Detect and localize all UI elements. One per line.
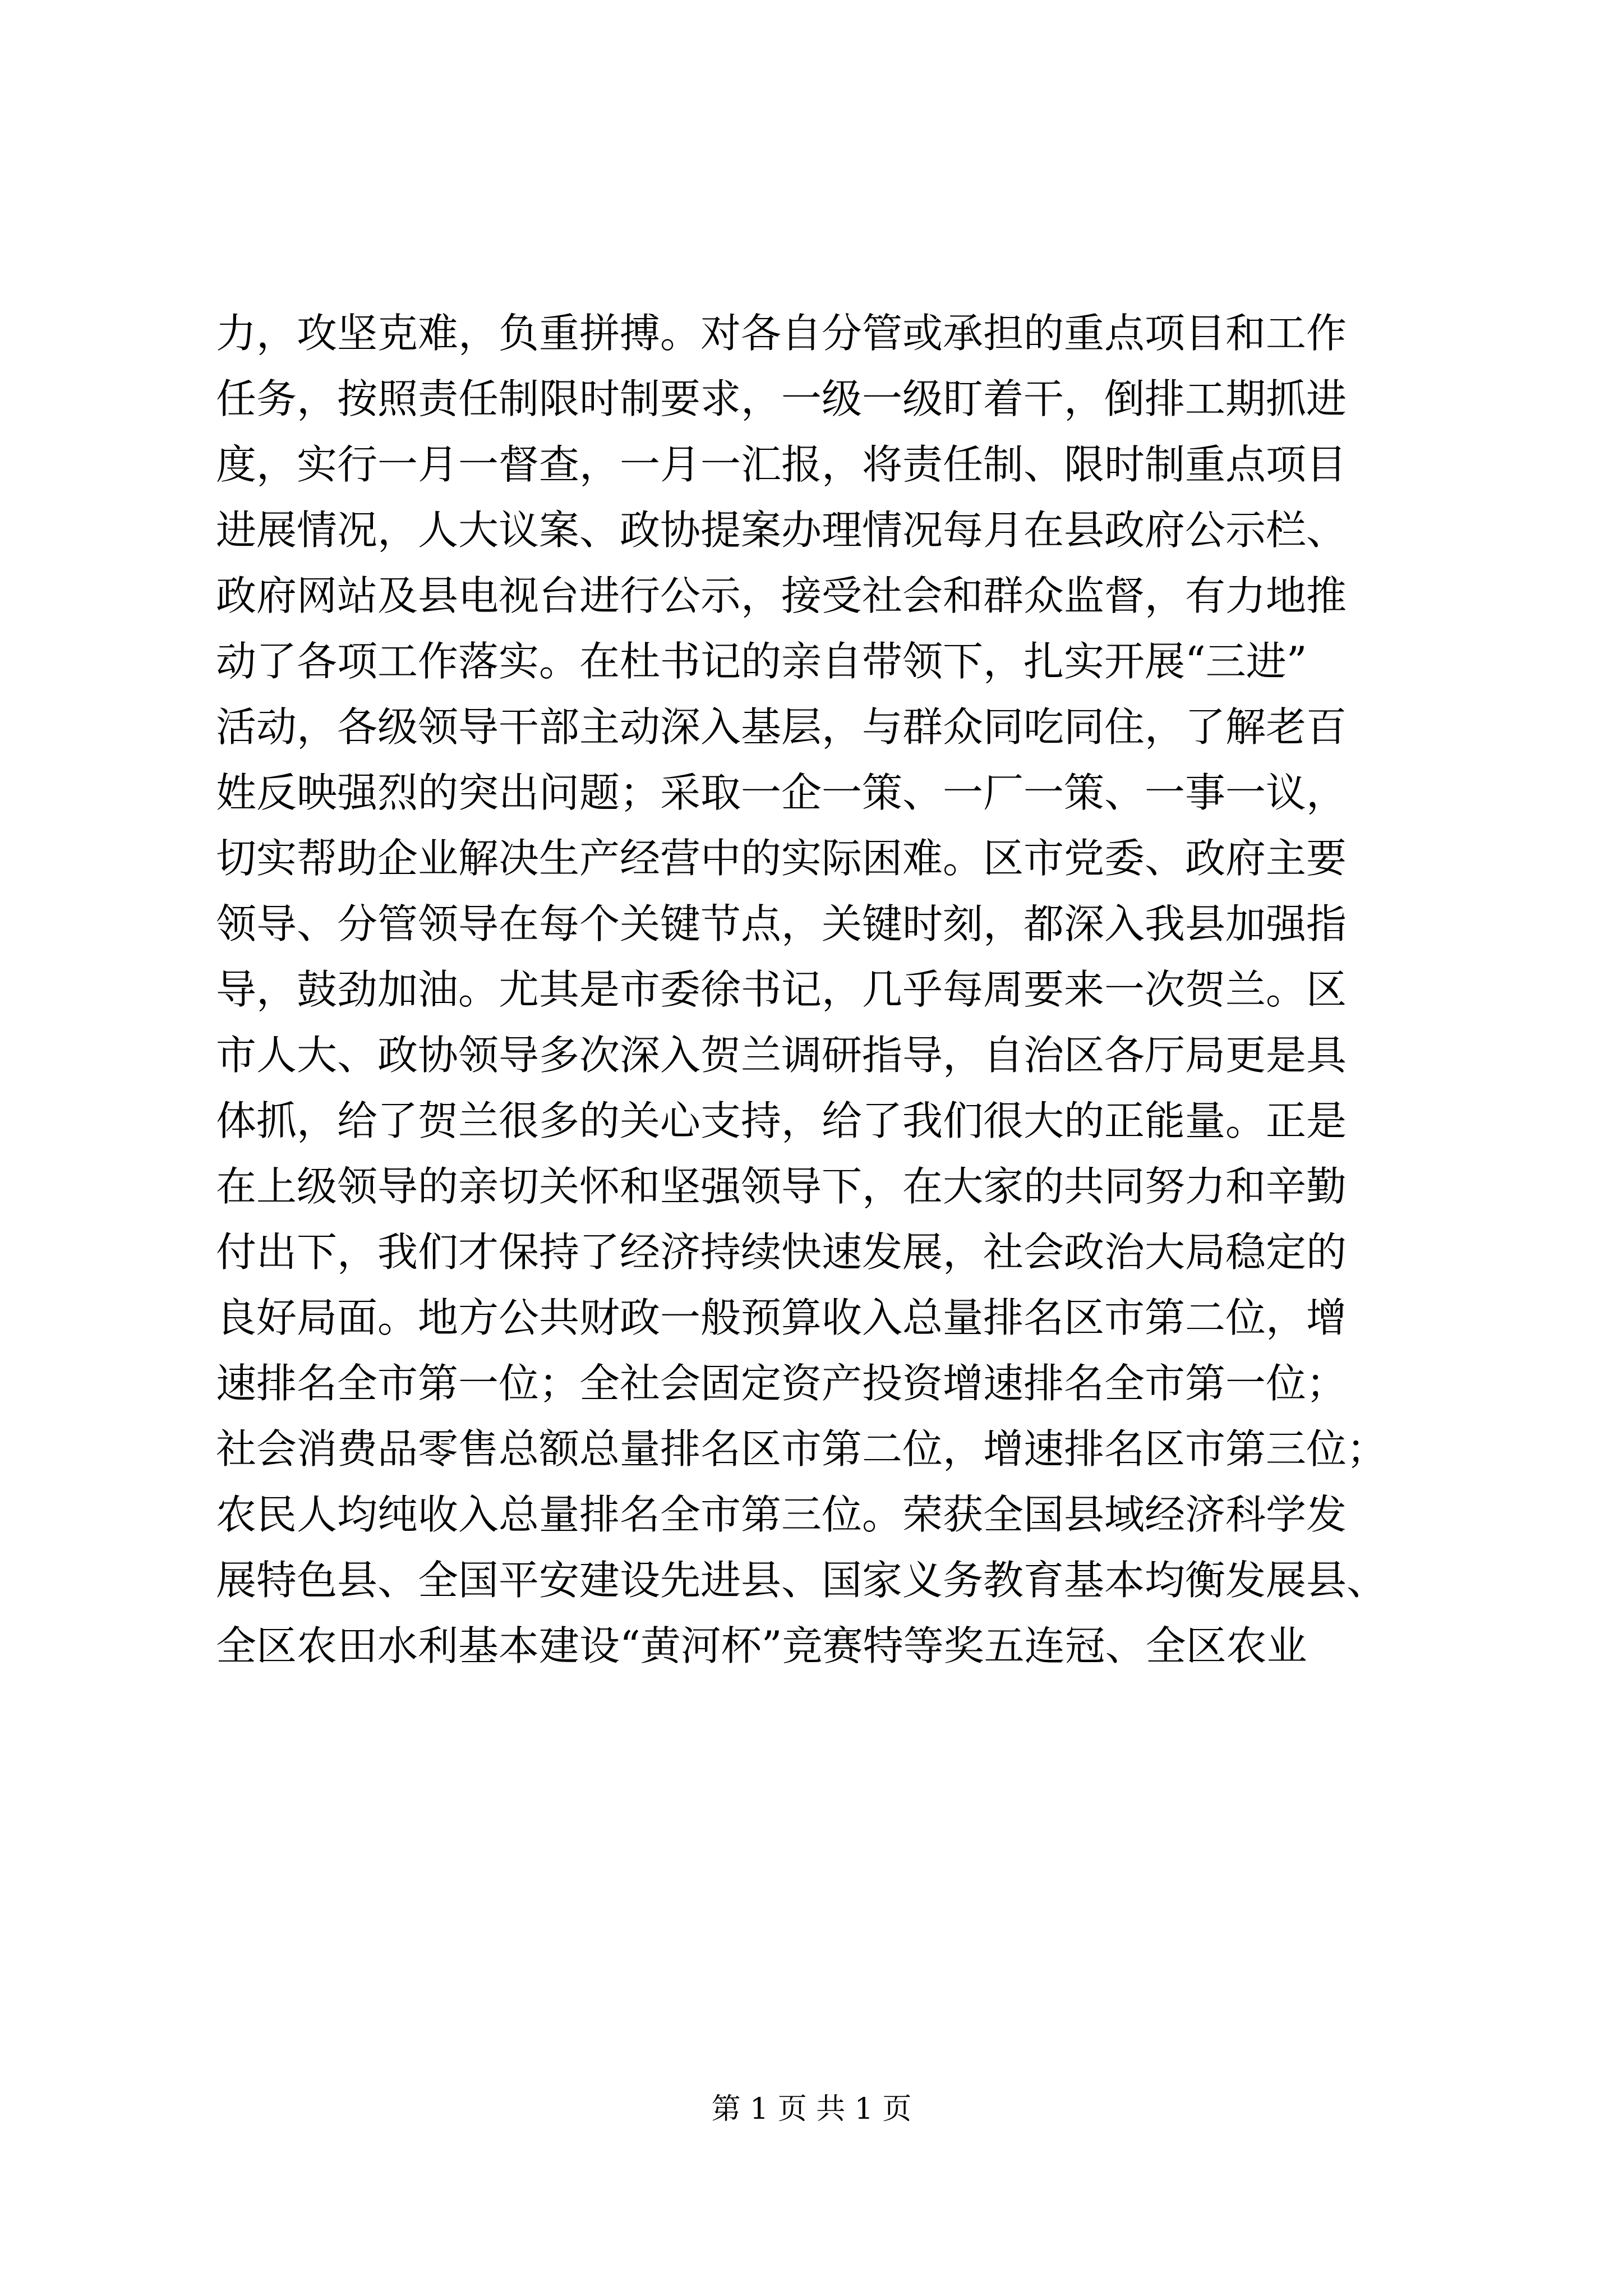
text-line: 任务，按照责任制限时制要求，一级一级盯着干，倒排工期抓进: [216, 375, 1347, 422]
body-paragraph: [216, 301, 1438, 1679]
text-line: 导，鼓劲加油。尤其是市委徐书记，几乎每周要来一次贺兰。区: [216, 966, 1347, 1013]
text-line: 姓反映强烈的突出问题；采取一企一策、一厂一策、一事一议，: [216, 769, 1347, 816]
text-line: 活动，各级领导干部主动深入基层，与群众同吃同住，了解老百: [216, 703, 1347, 751]
text-line: 度，实行一月一督查，一月一汇报，将责任制、限时制重点项目: [216, 441, 1347, 488]
text-line: 进展情况，人大议案、政协提案办理情况每月在县政府公示栏、: [216, 507, 1347, 554]
text-line: 在上级领导的亲切关怀和坚强领导下，在大家的共同努力和辛勤: [216, 1163, 1347, 1210]
text-line: 全区农田水利基本建设“黄河杯”竞赛特等奖五连冠、全区农业: [216, 1622, 1307, 1669]
text-line: 体抓，给了贺兰很多的关心支持，给了我们很大的正能量。正是: [216, 1097, 1347, 1144]
text-line: 社会消费品零售总额总量排名区市第二位，增速排名区市第三位；: [216, 1425, 1387, 1473]
text-line: 切实帮助企业解决生产经营中的实际困难。区市党委、政府主要: [216, 835, 1347, 882]
text-line: 力，攻坚克难，负重拼搏。对各自分管或承担的重点项目和工作: [216, 310, 1347, 357]
page-number-label: 第 1 页 共 1 页: [711, 2092, 912, 2126]
text-line: 领导、分管领导在每个关键节点，关键时刻，都深入我县加强指: [216, 900, 1347, 947]
text-line: 付出下，我们才保持了经济持续快速发展，社会政治大局稳定的: [216, 1228, 1347, 1276]
text-line: 展特色县、全国平安建设先进县、国家义务教育基本均衡发展县、: [216, 1557, 1387, 1604]
text-line: 政府网站及县电视台进行公示，接受社会和群众监督，有力地推: [216, 572, 1347, 619]
text-line: 速排名全市第一位；全社会固定资产投资增速排名全市第一位；: [216, 1360, 1347, 1407]
text-line: 市人大、政协领导多次深入贺兰调研指导，自治区各厅局更是具: [216, 1032, 1347, 1079]
text-line: 农民人均纯收入总量排名全市第三位。荣获全国县域经济科学发: [216, 1491, 1347, 1538]
page-footer: [0, 2087, 1623, 2132]
text-line: 良好局面。地方公共财政一般预算收入总量排名区市第二位，增: [216, 1294, 1347, 1341]
text-line: 动了各项工作落实。在杜书记的亲自带领下，扎实开展“三进”: [216, 638, 1307, 685]
